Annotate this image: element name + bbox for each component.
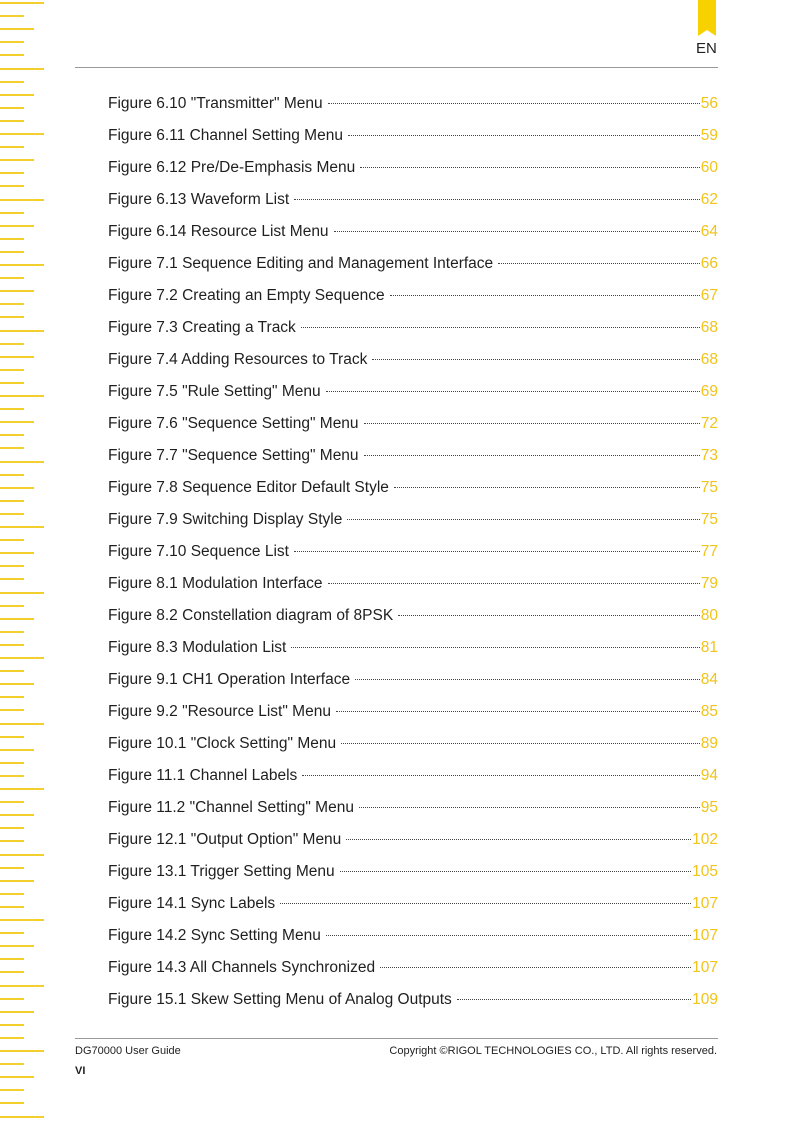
toc-entry-page[interactable]: 85 [700, 703, 718, 720]
ruler-tick [0, 133, 44, 135]
ruler-tick [0, 369, 24, 371]
toc-dot-leader [326, 391, 700, 392]
toc-entry-page[interactable]: 56 [700, 95, 718, 112]
toc-dot-leader [294, 199, 700, 200]
ruler-tick [0, 251, 24, 253]
toc-entry[interactable] [108, 728, 718, 760]
ruler-tick [0, 958, 24, 960]
ruler-tick [0, 723, 44, 725]
toc-entry[interactable] [108, 280, 718, 312]
ruler-tick [0, 565, 24, 567]
figure-list [108, 88, 718, 1016]
toc-dot-leader [372, 359, 699, 360]
ruler-tick [0, 827, 24, 829]
toc-entry-page[interactable]: 107 [692, 927, 718, 944]
toc-entry-label[interactable]: Figure 10.1 "Clock Setting" Menu [108, 735, 337, 752]
toc-dot-leader [336, 711, 700, 712]
toc-dot-leader [280, 903, 691, 904]
toc-entry[interactable] [108, 344, 718, 376]
ruler-tick [0, 447, 24, 449]
chapter-tab-notch [698, 30, 716, 36]
toc-entry-label[interactable]: Figure 8.1 Modulation Interface [108, 575, 323, 592]
ruler-tick [0, 1011, 34, 1013]
ruler-tick [0, 395, 44, 397]
toc-entry-label[interactable]: Figure 14.2 Sync Setting Menu [108, 927, 321, 944]
ruler-tick [0, 867, 24, 869]
toc-entry-page[interactable]: 107 [692, 959, 718, 976]
toc-entry[interactable] [108, 824, 718, 856]
ruler-tick [0, 303, 24, 305]
ruler-tick [0, 290, 34, 292]
ruler-tick [0, 893, 24, 895]
ruler-tick [0, 159, 34, 161]
toc-entry-page[interactable]: 94 [700, 767, 718, 784]
ruler-tick [0, 264, 44, 266]
ruler-tick [0, 500, 24, 502]
ruler-tick [0, 2, 44, 4]
ruler-tick [0, 54, 24, 56]
toc-dot-leader [294, 551, 700, 552]
toc-dot-leader [326, 935, 691, 936]
ruler-tick [0, 539, 24, 541]
toc-entry-label[interactable]: Figure 7.1 Sequence Editing and Management Interface [108, 255, 494, 272]
toc-entry[interactable] [108, 632, 718, 664]
toc-entry-page[interactable]: 64 [700, 223, 718, 240]
ruler-tick [0, 513, 24, 515]
ruler-tick [0, 146, 24, 148]
toc-dot-leader [334, 231, 700, 232]
toc-entry-page[interactable]: 107 [692, 895, 718, 912]
ruler-tick [0, 487, 34, 489]
toc-entry-label[interactable]: Figure 7.5 "Rule Setting" Menu [108, 383, 321, 400]
toc-entry-page[interactable]: 59 [700, 127, 718, 144]
toc-entry[interactable] [108, 408, 718, 440]
chapter-tab [698, 0, 716, 34]
toc-entry-page[interactable]: 95 [700, 799, 718, 816]
ruler-tick [0, 434, 24, 436]
toc-entry-label[interactable]: Figure 9.2 "Resource List" Menu [108, 703, 331, 720]
ruler-tick [0, 421, 34, 423]
toc-entry[interactable] [108, 696, 718, 728]
ruler-tick [0, 356, 34, 358]
toc-entry[interactable] [108, 888, 718, 920]
toc-entry[interactable] [108, 568, 718, 600]
toc-entry-page[interactable]: 69 [700, 383, 718, 400]
ruler-tick [0, 605, 24, 607]
toc-entry-label[interactable]: Figure 8.2 Constellation diagram of 8PSK [108, 607, 394, 624]
ruler-tick [0, 919, 44, 921]
ruler-tick [0, 618, 34, 620]
toc-dot-leader [364, 423, 700, 424]
ruler-tick [0, 696, 24, 698]
ruler-tick [0, 1063, 24, 1065]
ruler-tick [0, 644, 24, 646]
ruler-tick [0, 382, 24, 384]
ruler-tick [0, 238, 24, 240]
toc-entry-label[interactable]: Figure 7.7 "Sequence Setting" Menu [108, 447, 359, 464]
toc-dot-leader [346, 839, 691, 840]
toc-entry[interactable] [108, 184, 718, 216]
toc-entry-label[interactable]: Figure 7.4 Adding Resources to Track [108, 351, 368, 368]
toc-dot-leader [498, 263, 700, 264]
ruler-tick [0, 932, 24, 934]
toc-entry-label[interactable]: Figure 7.8 Sequence Editor Default Style [108, 479, 389, 496]
toc-entry-label[interactable]: Figure 6.10 "Transmitter" Menu [108, 95, 323, 112]
ruler-tick [0, 670, 24, 672]
toc-dot-leader [302, 775, 699, 776]
toc-entry-page[interactable]: 79 [700, 575, 718, 592]
ruler-tick [0, 971, 24, 973]
toc-entry-label[interactable]: Figure 14.1 Sync Labels [108, 895, 276, 912]
ruler-tick [0, 316, 24, 318]
toc-entry-page[interactable]: 62 [700, 191, 718, 208]
ruler-tick [0, 998, 24, 1000]
toc-entry[interactable] [108, 856, 718, 888]
toc-entry-label[interactable]: Figure 8.3 Modulation List [108, 639, 287, 656]
toc-entry[interactable] [108, 88, 718, 120]
toc-entry-label[interactable]: Figure 11.1 Channel Labels [108, 767, 298, 784]
toc-entry-page[interactable]: 60 [700, 159, 718, 176]
ruler-tick [0, 801, 24, 803]
ruler-tick [0, 985, 44, 987]
ruler-tick [0, 526, 44, 528]
toc-entry-label[interactable]: Figure 13.1 Trigger Setting Menu [108, 863, 335, 880]
toc-entry-label[interactable]: Figure 14.3 All Channels Synchronized [108, 959, 376, 976]
toc-entry-label[interactable]: Figure 6.13 Waveform List [108, 191, 290, 208]
ruler-tick [0, 185, 24, 187]
ruler-tick [0, 41, 24, 43]
toc-entry-page[interactable]: 89 [700, 735, 718, 752]
ruler-tick [0, 736, 24, 738]
toc-dot-leader [301, 327, 700, 328]
toc-entry-label[interactable]: Figure 12.1 "Output Option" Menu [108, 831, 342, 848]
ruler-tick [0, 854, 44, 856]
toc-entry[interactable] [108, 760, 718, 792]
toc-entry-page[interactable]: 105 [692, 863, 718, 880]
toc-entry[interactable] [108, 664, 718, 696]
toc-entry-label[interactable]: Figure 7.2 Creating an Empty Sequence [108, 287, 385, 304]
header-rule [75, 67, 718, 68]
ruler-tick [0, 28, 34, 30]
toc-dot-leader [347, 519, 699, 520]
toc-dot-leader [457, 999, 691, 1000]
margin-ruler [0, 0, 46, 1122]
ruler-tick [0, 343, 24, 345]
ruler-tick [0, 474, 24, 476]
toc-entry[interactable] [108, 792, 718, 824]
ruler-tick [0, 749, 34, 751]
toc-entry[interactable] [108, 472, 718, 504]
ruler-tick [0, 1089, 24, 1091]
toc-entry-page[interactable]: 66 [700, 255, 718, 272]
page-number: VI [75, 1065, 86, 1077]
document-title: DG70000 User Guide [75, 1045, 181, 1057]
toc-entry-page[interactable]: 77 [700, 543, 718, 560]
toc-entry-page[interactable]: 67 [700, 287, 718, 304]
toc-entry[interactable] [108, 152, 718, 184]
ruler-tick [0, 683, 34, 685]
ruler-tick [0, 212, 24, 214]
toc-entry[interactable] [108, 952, 718, 984]
ruler-tick [0, 775, 24, 777]
toc-entry-page[interactable]: 68 [700, 351, 718, 368]
toc-entry[interactable] [108, 120, 718, 152]
toc-entry-page[interactable]: 81 [700, 639, 718, 656]
ruler-tick [0, 1116, 44, 1118]
ruler-tick [0, 709, 24, 711]
toc-entry-label[interactable]: Figure 6.12 Pre/De-Emphasis Menu [108, 159, 356, 176]
toc-entry-page[interactable]: 72 [700, 415, 718, 432]
toc-entry-page[interactable]: 73 [700, 447, 718, 464]
toc-dot-leader [398, 615, 700, 616]
toc-entry[interactable] [108, 536, 718, 568]
toc-dot-leader [348, 135, 700, 136]
ruler-tick [0, 1050, 44, 1052]
toc-entry[interactable] [108, 248, 718, 280]
toc-entry-page[interactable]: 68 [700, 319, 718, 336]
toc-entry[interactable] [108, 984, 718, 1016]
toc-entry[interactable] [108, 600, 718, 632]
toc-entry-page[interactable]: 102 [692, 831, 718, 848]
toc-entry-page[interactable]: 109 [692, 991, 718, 1008]
ruler-tick [0, 657, 44, 659]
ruler-tick [0, 578, 24, 580]
toc-entry[interactable] [108, 216, 718, 248]
ruler-tick [0, 1076, 34, 1078]
toc-dot-leader [380, 967, 691, 968]
toc-entry-page[interactable]: 75 [700, 479, 718, 496]
toc-dot-leader [328, 583, 700, 584]
toc-dot-leader [359, 807, 700, 808]
ruler-tick [0, 631, 24, 633]
toc-entry[interactable] [108, 504, 718, 536]
toc-entry-page[interactable]: 75 [700, 511, 718, 528]
toc-dot-leader [341, 743, 700, 744]
toc-entry-label[interactable]: Figure 7.10 Sequence List [108, 543, 289, 560]
ruler-tick [0, 120, 24, 122]
toc-entry[interactable] [108, 312, 718, 344]
toc-dot-leader [328, 103, 700, 104]
ruler-tick [0, 94, 34, 96]
ruler-tick [0, 880, 34, 882]
ruler-tick [0, 199, 44, 201]
ruler-tick [0, 840, 24, 842]
ruler-tick [0, 592, 44, 594]
toc-entry-label[interactable]: Figure 7.9 Switching Display Style [108, 511, 343, 528]
ruler-tick [0, 814, 34, 816]
footer-rule [75, 1038, 718, 1039]
language-label: EN [696, 40, 717, 57]
ruler-tick [0, 15, 24, 17]
ruler-tick [0, 461, 44, 463]
toc-entry-page[interactable]: 80 [700, 607, 718, 624]
toc-entry-label[interactable]: Figure 6.14 Resource List Menu [108, 223, 329, 240]
toc-entry-label[interactable]: Figure 11.2 "Channel Setting" Menu [108, 799, 354, 816]
ruler-tick [0, 1024, 24, 1026]
copyright-notice: Copyright ©RIGOL TECHNOLOGIES CO., LTD. All rights reserved. [389, 1045, 717, 1057]
ruler-tick [0, 277, 24, 279]
toc-entry-label[interactable]: Figure 9.1 CH1 Operation Interface [108, 671, 351, 688]
toc-dot-leader [364, 455, 700, 456]
toc-entry-label[interactable]: Figure 6.11 Channel Setting Menu [108, 127, 343, 144]
ruler-tick [0, 945, 34, 947]
ruler-tick [0, 408, 24, 410]
toc-entry[interactable] [108, 376, 718, 408]
ruler-tick [0, 552, 34, 554]
ruler-tick [0, 906, 24, 908]
toc-dot-leader [291, 647, 699, 648]
toc-dot-leader [360, 167, 699, 168]
toc-dot-leader [340, 871, 692, 872]
toc-entry-label[interactable]: Figure 7.3 Creating a Track [108, 319, 296, 336]
ruler-tick [0, 68, 44, 70]
ruler-tick [0, 1102, 24, 1104]
toc-dot-leader [355, 679, 700, 680]
ruler-tick [0, 81, 24, 83]
ruler-tick [0, 788, 44, 790]
ruler-tick [0, 762, 24, 764]
toc-entry[interactable] [108, 920, 718, 952]
ruler-tick [0, 225, 34, 227]
ruler-tick [0, 1037, 24, 1039]
toc-entry-label[interactable]: Figure 15.1 Skew Setting Menu of Analog Outputs [108, 991, 452, 1008]
toc-dot-leader [394, 487, 700, 488]
ruler-tick [0, 107, 24, 109]
ruler-tick [0, 330, 44, 332]
ruler-tick [0, 172, 24, 174]
toc-entry[interactable] [108, 440, 718, 472]
toc-entry-page[interactable]: 84 [700, 671, 718, 688]
toc-entry-label[interactable]: Figure 7.6 "Sequence Setting" Menu [108, 415, 359, 432]
toc-dot-leader [390, 295, 700, 296]
